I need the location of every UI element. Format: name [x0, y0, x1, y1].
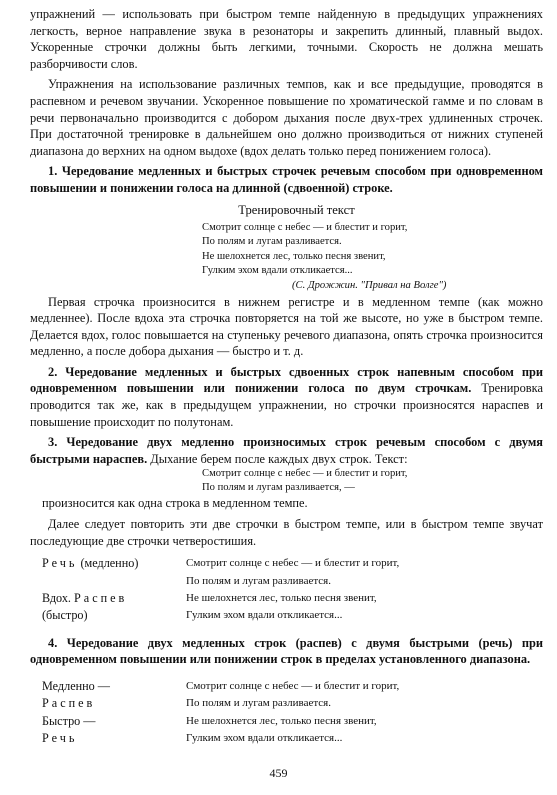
poem-line: Не шелохнется лес, только песня звенит, — [202, 250, 386, 262]
row-label: Вдох. Распев — [42, 591, 128, 606]
table-row — [42, 573, 543, 590]
exercise-3-text: Дыхание берем после каждых двух строк. Текст: — [147, 451, 408, 466]
exercise-2-text: Тренировка проводится так же, как в предыдущем упражнении, но строчки произносятся нараспев и повышение происходит по полутонам. — [30, 381, 543, 429]
exercise-1-subtitle: Тренировочный текст — [238, 202, 355, 217]
exercise-4-title: 4. Чередование двух медленных строк (распев) с двумя быстрыми (речь) при одновременном повышении или понижении строк в пределах установленного диапазона. — [30, 635, 543, 667]
exercise-4-table — [42, 678, 543, 748]
row-text: По полям и лугам разливается. — [186, 697, 331, 710]
exercise-2-title: 2. Чередование медленных и быстрых сдвоенных строк напевным способом при одновременном повышении или понижении голоса по двум строчкам. — [30, 364, 543, 396]
poem-line: По полям и лугам разливается. — [202, 236, 342, 248]
row-label: Речь — [42, 731, 78, 746]
poem-line: Гулким эхом вдали откликается... — [202, 265, 353, 277]
row-text: По полям и лугам разливается. — [186, 574, 331, 587]
table-row — [42, 590, 543, 607]
row-label: Быстро — — [42, 713, 96, 728]
exercise-3-table — [42, 555, 543, 625]
row-text: Смотрит солнце с небес — и блестит и горит, — [186, 557, 400, 570]
row-label — [42, 573, 186, 590]
row-label: Медленно — — [42, 679, 110, 694]
poem-attribution: (С. Дрожжин. "Привал на Волге") — [292, 279, 447, 291]
exercise-3-paragraph: Далее следует повторить эти две строчки в быстром темпе, или в быстром темпе звучат последующие две строчки четверостишия. — [30, 517, 543, 548]
row-text: Смотрит солнце с небес — и блестит и горит, — [186, 680, 400, 693]
table-row — [42, 607, 543, 624]
table-row — [42, 730, 543, 747]
poem-line: Смотрит солнце с небес — и блестит и горит, — [202, 468, 408, 480]
poem-line: По полям и лугам разливается, — — [202, 482, 355, 494]
page-number: 459 — [269, 766, 288, 780]
poem-line: Смотрит солнце с небес — и блестит и горит, — [202, 221, 408, 233]
exercise-3-poem — [202, 467, 543, 495]
table-row — [42, 678, 543, 695]
exercise-2 — [30, 364, 543, 430]
table-row — [42, 555, 543, 572]
exercise-3-title: 3. Чередование двух медленно произносимых строк речевым способом с двумя быстрыми нараспев. — [30, 435, 543, 466]
row-label: (быстро) — [42, 608, 88, 623]
row-label: Распев — [42, 696, 96, 711]
paragraph-tempo: Упражнения на использование различных темпов, как и все предыдущие, проводятся в распевном и речевом звучании. Ускоренное повышение по хроматической гамме и по словам в речи первоначально производится с добором дыхания после двух-трех удлиненных строчек. При достаточной тренировке в дальнейшем оно должно производиться от нижних ступеней диапазона до верхних на одном выдохе (вдох делать только перед понижением голоса). — [30, 77, 543, 158]
row-text: Гулким эхом вдали откликается... — [186, 609, 343, 622]
row-text: Не шелохнется лес, только песня звенит, — [186, 592, 377, 605]
exercise-1-poem — [202, 221, 543, 294]
row-label: Речь (медленно) — [42, 556, 139, 571]
exercise-3-after: произносится как одна строка в медленном темпе. — [42, 496, 308, 511]
exercise-3 — [30, 434, 543, 467]
exercise-1-text: Первая строчка произносится в нижнем регистре и в медленном темпе (как можно медленнее). После вдоха эта строчка повторяется на той же высоте, но уже в быстром темпе. Делается вдох, голос повышается на ступеньку речевого диапазона, опять строчка произносится медленно, а после добора дыхания — быстро и т. д. — [30, 294, 543, 359]
table-row — [42, 695, 543, 712]
exercise-1-title: 1. Чередование медленных и быстрых строчек речевым способом при одновременном повышении и понижении голоса на длинной (сдвоенной) строке. — [30, 164, 543, 195]
row-text: Не шелохнется лес, только песня звенит, — [186, 714, 377, 727]
paragraph-intro: упражнений — использовать при быстром темпе найденную в предыдущих упражнениях легкость, верное направление звука в резонаторы и закрепить длинный, плавный выдох. Ускоренные строчки должны быть легкими, точными. Скорость не должна мешать разборчивости слов. — [30, 7, 543, 71]
row-text: Гулким эхом вдали откликается... — [186, 732, 343, 745]
table-row — [42, 713, 543, 730]
